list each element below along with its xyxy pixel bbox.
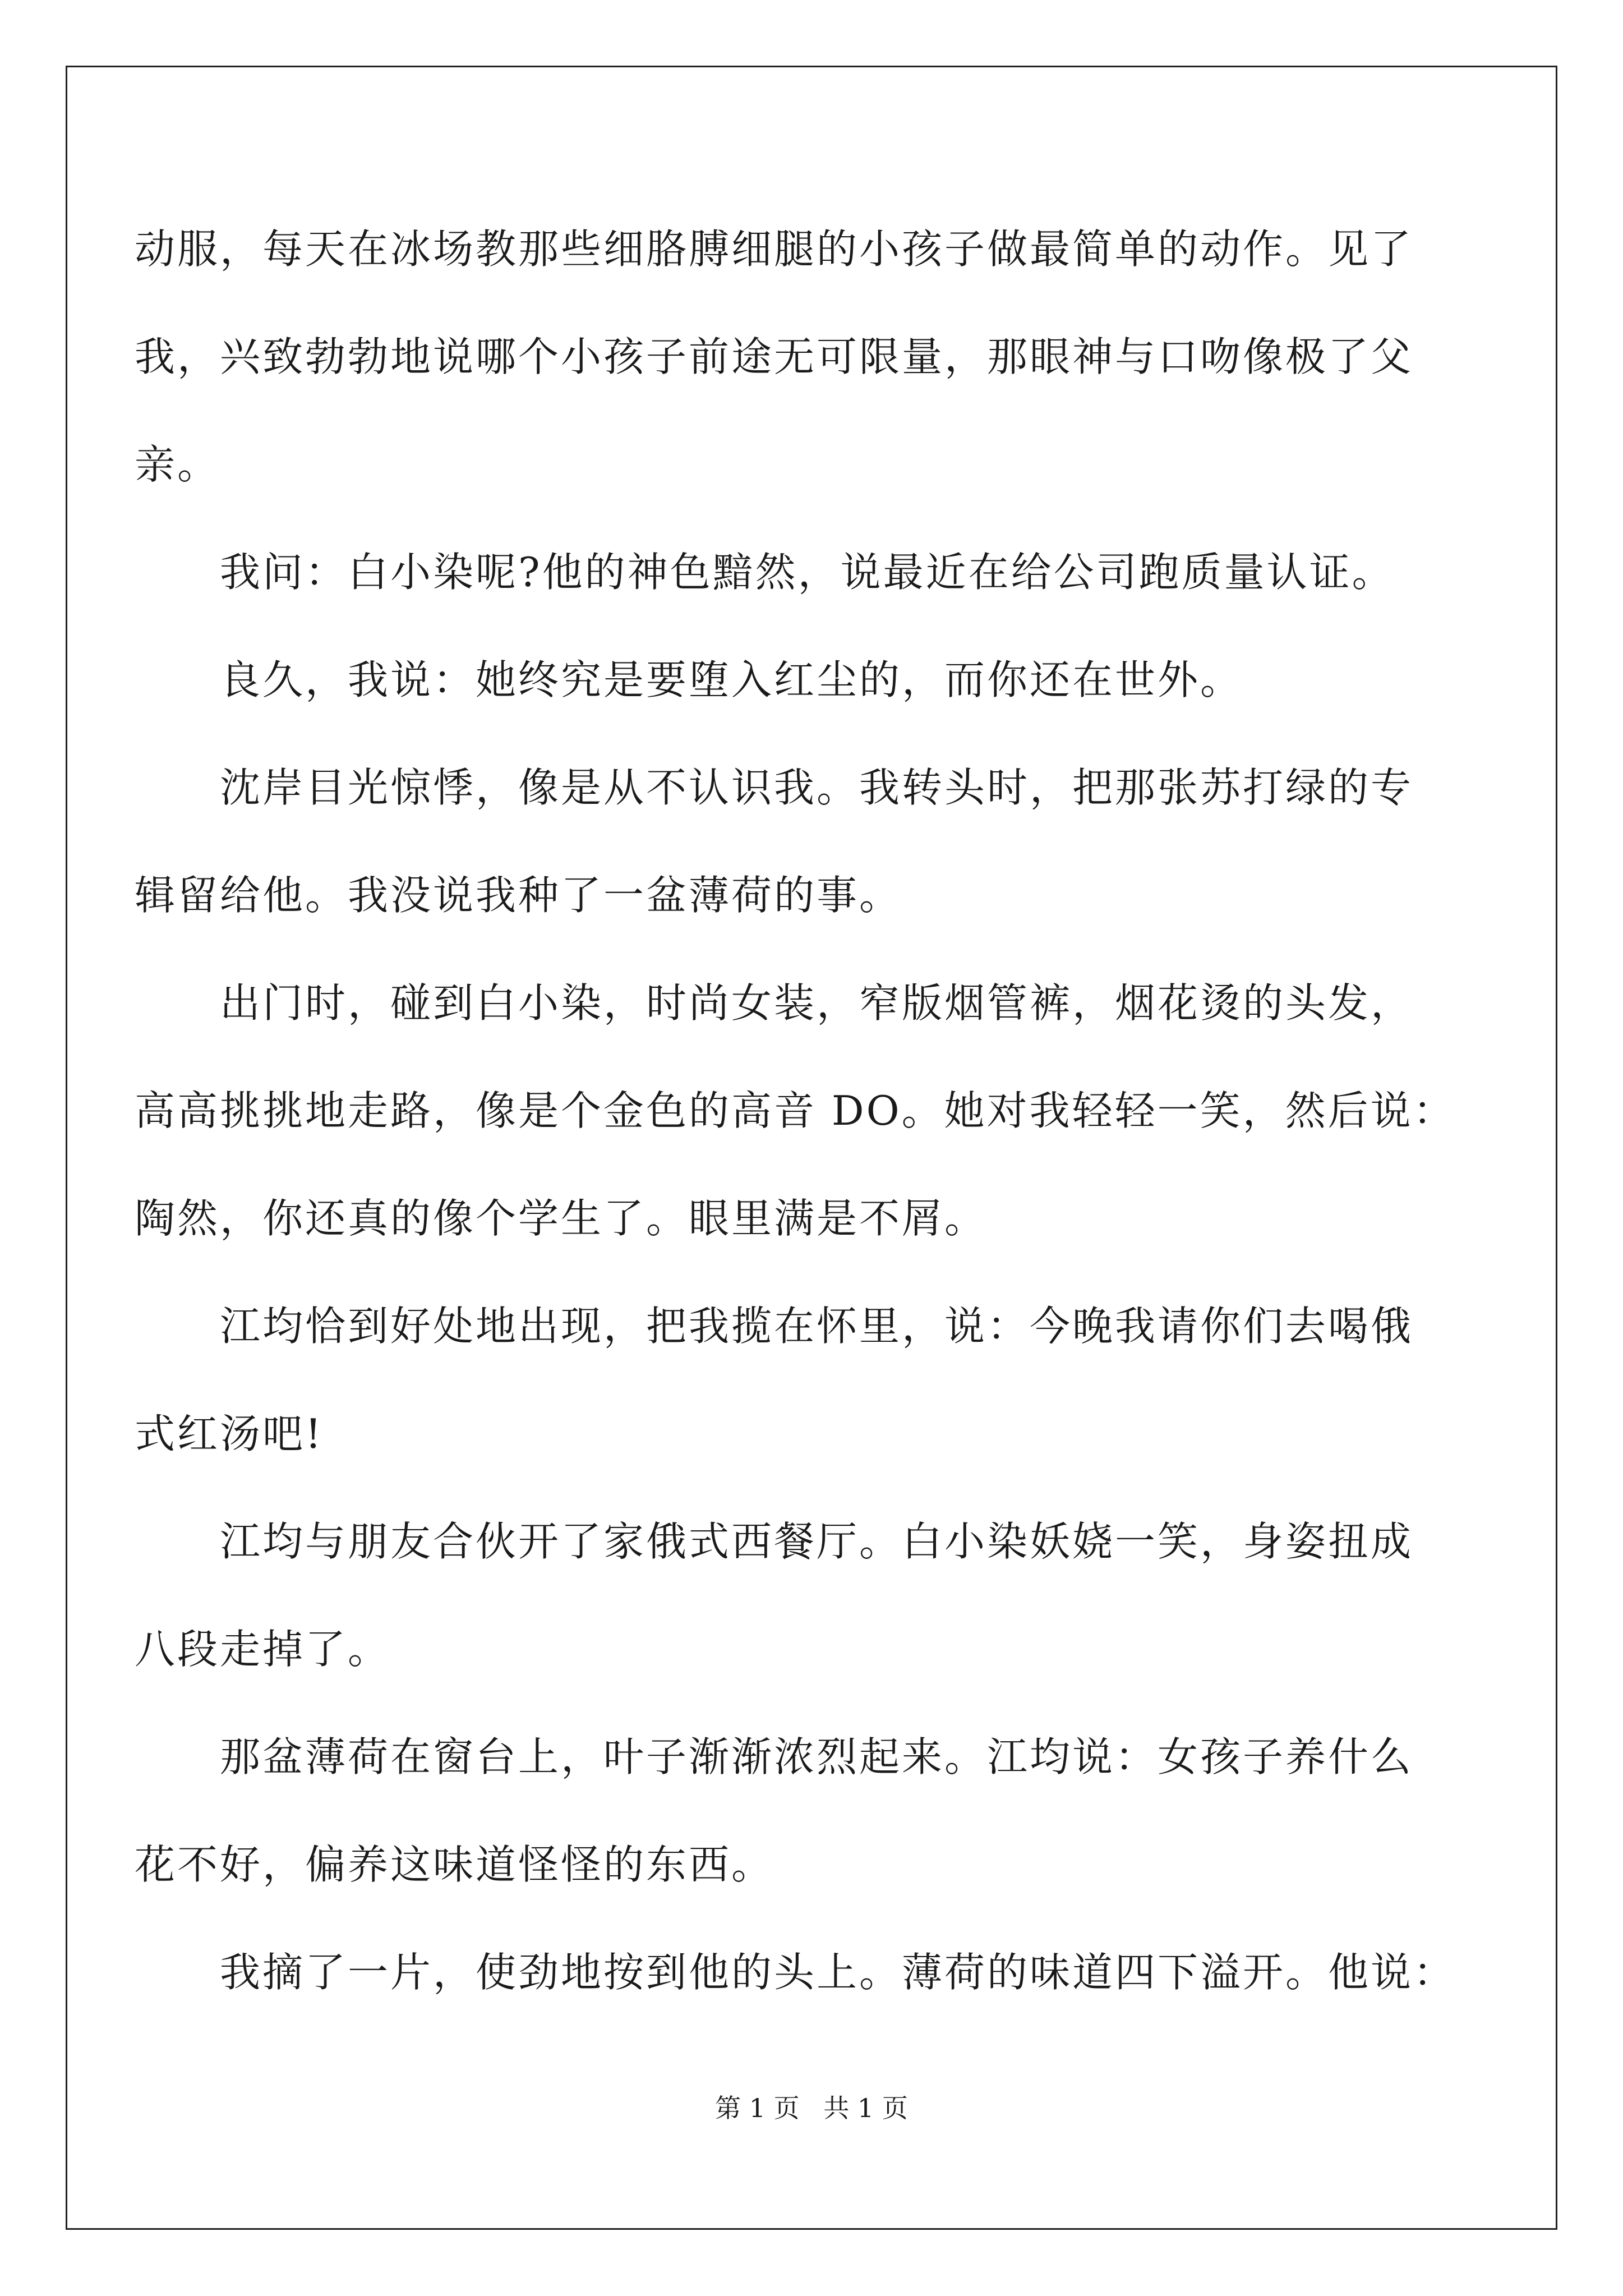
text-line: 江均恰到好处地出现，把我揽在怀里，说：今晚我请你们去喝俄 (135, 1303, 1414, 1350)
text-line: 出门时，碰到白小染，时尚女装，窄版烟管裤，烟花烫的头发， (135, 979, 1414, 1027)
text-line: 高高挑挑地走路，像是个金色的高音 DO。她对我轻轻一笑，然后说： (135, 1087, 1456, 1134)
text-line: 花不好，偏养这味道怪怪的东西。 (135, 1841, 774, 1888)
text-line: 动服，每天在冰场教那些细胳膊细腿的小孩子做最简单的动作。见了 (135, 226, 1414, 273)
text-line: 我摘了一片，使劲地按到他的头上。薄荷的味道四下溢开。他说： (135, 1949, 1456, 1996)
text-line: 辑留给他。我没说我种了一盆薄荷的事。 (135, 872, 902, 919)
text-line: 亲。 (135, 441, 220, 488)
page-total: 共 1 页 (823, 2093, 908, 2123)
text-line: 沈岸目光惊悸，像是从不认识我。我转头时，把那张苏打绿的专 (135, 764, 1414, 811)
page-footer (0, 2088, 1623, 2125)
text-line: 式红汤吧! (135, 1410, 324, 1457)
page-number: 第 1 页 (715, 2093, 800, 2123)
text-line: 我问：白小染呢?他的神色黯然，说最近在给公司跑质量认证。 (135, 549, 1395, 596)
text-line: 陶然，你还真的像个学生了。眼里满是不屑。 (135, 1195, 988, 1242)
page-border (66, 66, 1557, 2230)
text-line: 八段走掉了。 (135, 1626, 391, 1673)
text-line: 江均与朋友合伙开了家俄式西餐厅。白小染妖娆一笑，身姿扭成 (135, 1518, 1414, 1565)
text-line: 良久，我说：她终究是要堕入红尘的，而你还在世外。 (135, 656, 1243, 703)
text-line: 那盆薄荷在窗台上，叶子渐渐浓烈起来。江均说：女孩子养什么 (135, 1733, 1414, 1780)
text-line: 我，兴致勃勃地说哪个小孩子前途无可限量，那眼神与口吻像极了父 (135, 333, 1414, 380)
